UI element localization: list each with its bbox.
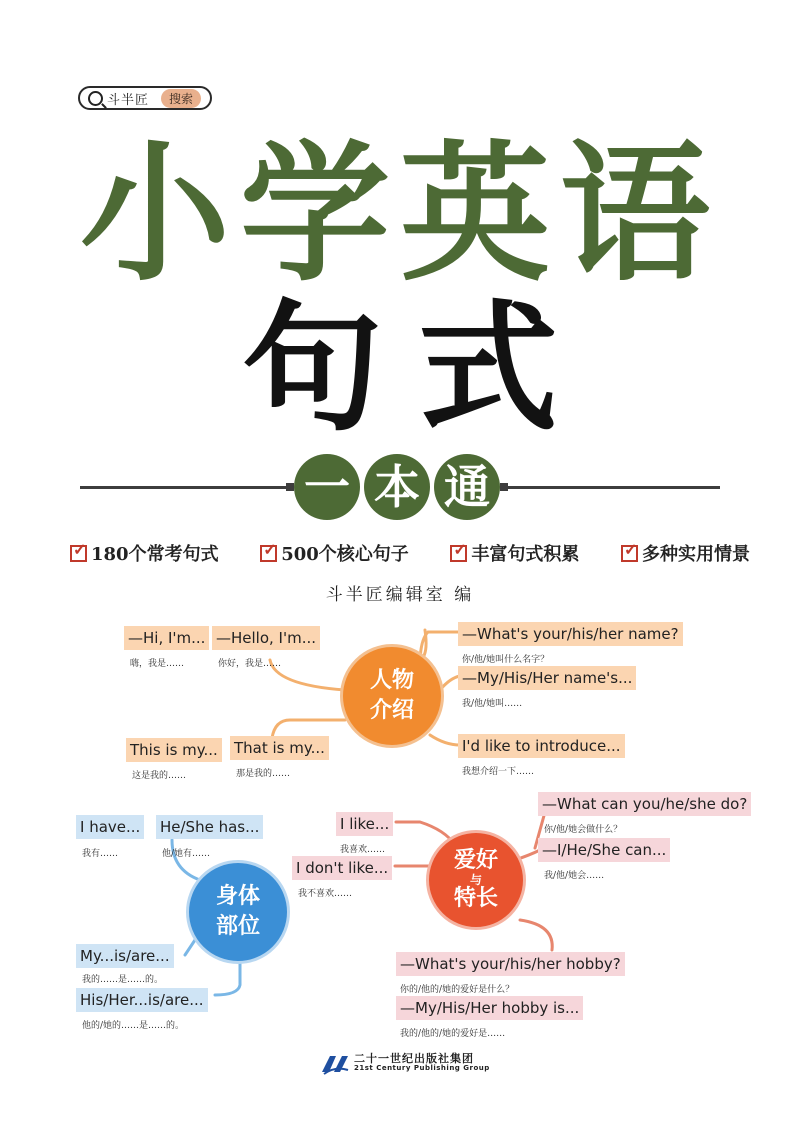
- phrase-whats-hobby: —What's your/his/her hobby?: [396, 952, 625, 976]
- publisher-logo-icon: [320, 1052, 350, 1076]
- search-brand: 斗半匠: [107, 92, 150, 108]
- phrase-what-can: —What can you/he/she do?: [538, 792, 751, 816]
- phrase-i-have: I have...: [76, 815, 144, 839]
- phrase-gloss: 我/他/她叫……: [462, 699, 523, 709]
- phrase-hello: —Hello, I'm...: [212, 626, 320, 650]
- hub-person-intro: [340, 644, 444, 748]
- phrase-he-has: He/She has...: [156, 815, 263, 839]
- feature-label: 180个常考句式: [91, 544, 219, 565]
- phrase-dont-like: I don't like...: [292, 856, 392, 880]
- phrase-gloss: 他的/她的……是……的。: [82, 1021, 185, 1031]
- phrase-gloss: 我有……: [82, 849, 119, 859]
- phrase-gloss: 我的……是……的。: [82, 975, 164, 985]
- hub-hobbies: [426, 830, 526, 930]
- hub-label: 身体: [215, 884, 260, 909]
- phrase-gloss: 我想介绍一下……: [462, 767, 535, 777]
- hub-label: 介绍: [369, 698, 414, 723]
- hub-body-parts: [186, 860, 290, 964]
- phrase-my-name: —My/His/Her name's...: [458, 666, 636, 690]
- feature-label: 多种实用情景: [641, 544, 750, 565]
- phrase-gloss: 我的/他的/她的爱好是……: [400, 1029, 506, 1039]
- search-button[interactable]: 搜索: [161, 89, 201, 108]
- phrase-gloss: 他/她有……: [162, 849, 211, 859]
- phrase-gloss: 你好，我是……: [218, 659, 282, 669]
- phrase-gloss: 你/他/她叫什么名字？: [462, 655, 550, 665]
- publisher-name-en: 21st Century Publishing Group: [354, 1064, 490, 1072]
- subtitle-char-3: 通: [434, 454, 500, 520]
- phrase-gloss: 你的/他的/她的爱好是什么？: [400, 985, 515, 995]
- phrase-my-is: My...is/are...: [76, 944, 174, 968]
- phrase-whats-name: —What's your/his/her name?: [458, 622, 683, 646]
- hub-label: 特长: [453, 886, 498, 911]
- phrase-his-her-is: His/Her...is/are...: [76, 988, 208, 1012]
- editor-credit: 斗半匠编辑室 编: [325, 585, 475, 605]
- phrase-gloss: 嗨，我是……: [130, 659, 185, 669]
- phrase-gloss: 你/他/她会做什么？: [544, 825, 623, 835]
- phrase-that-is: That is my...: [230, 736, 329, 760]
- publisher-name-cn: 二十一世纪出版社集团: [354, 1052, 474, 1065]
- phrase-this-is: This is my...: [126, 738, 222, 762]
- hub-label: 与: [469, 873, 482, 887]
- feature-label: 丰富句式积累: [471, 544, 580, 565]
- phrase-introduce: I'd like to introduce...: [458, 734, 625, 758]
- phrase-gloss: 我/他/她会……: [544, 871, 605, 881]
- hub-label: 爱好: [453, 848, 498, 873]
- subtitle-char-1: 一: [294, 454, 360, 520]
- phrase-gloss: 这是我的……: [132, 771, 187, 781]
- hub-label: 部位: [215, 914, 260, 939]
- phrase-gloss: 我喜欢……: [340, 845, 386, 855]
- phrase-gloss: 我不喜欢……: [298, 889, 353, 899]
- main-title: 小学英语: [79, 128, 720, 302]
- phrase-i-can: —I/He/She can...: [538, 838, 670, 862]
- hub-label: 人物: [369, 668, 414, 693]
- phrase-hobby-is: —My/His/Her hobby is...: [396, 996, 583, 1020]
- phrase-gloss: 那是我的……: [236, 769, 291, 779]
- phrase-i-like: I like...: [336, 812, 393, 836]
- subtitle-char-2: 本: [364, 454, 430, 520]
- main-title-line2: 句式: [241, 288, 594, 451]
- feature-label: 500个核心句子: [281, 544, 409, 565]
- phrase-hi: —Hi, I'm...: [124, 626, 209, 650]
